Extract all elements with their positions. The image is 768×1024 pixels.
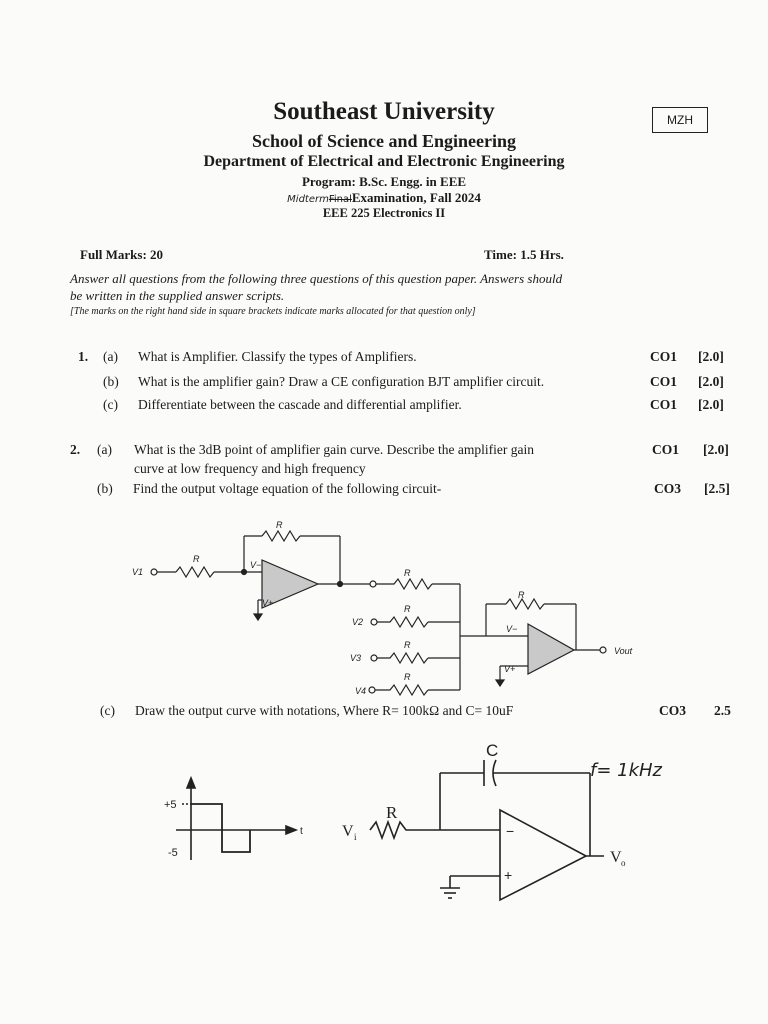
q2a-label: (a) — [97, 442, 112, 457]
q1a-co: CO1 — [650, 349, 677, 364]
university-name: Southeast University — [273, 98, 495, 125]
q1b-label: (b) — [103, 374, 119, 389]
label-v3: V3 — [350, 653, 362, 663]
label-v-plus-1: V+ — [262, 598, 274, 608]
label-vi-sub: i — [354, 832, 357, 842]
exam-title: Examination, Fall 2024 — [351, 190, 481, 205]
full-marks: Full Marks: 20 — [80, 247, 164, 262]
label-v1: V1 — [132, 567, 144, 577]
question-2-number: 2. — [70, 442, 81, 457]
q1b-text: What is the amplifier gain? Draw a CE configuration BJT amplifier circuit. — [138, 374, 545, 389]
q1c-co: CO1 — [650, 397, 677, 412]
q1c-label: (c) — [103, 397, 118, 412]
q1c-marks: [2.0] — [698, 397, 724, 412]
marks-note: [The marks on the right hand side in square brackets indicate marks allocated for that question only] — [70, 306, 476, 317]
label-plus: + — [504, 867, 513, 883]
label-v4: V4 — [355, 686, 367, 696]
q2c-label: (c) — [100, 703, 115, 718]
label-vout: Vout — [614, 646, 633, 656]
course-line: EEE 225 Electronics II — [322, 206, 446, 220]
label-r-c: R — [404, 640, 411, 650]
program-line: Program: B.Sc. Engg. in EEE — [301, 174, 467, 189]
exam-time: Time: 1.5 Hrs. — [484, 247, 564, 262]
q2a-text-line-2: curve at low frequency and high frequency — [134, 461, 366, 476]
label-c: C — [486, 741, 499, 760]
label-minus5: -5 — [168, 847, 178, 859]
q1a-label: (a) — [103, 349, 118, 364]
q2a-text-line-1: What is the 3dB point of amplifier gain curve. Describe the amplifier gain — [134, 442, 534, 457]
exam-struck-word: Final — [328, 194, 352, 205]
label-vi: V — [342, 823, 354, 840]
q2c-text: Draw the output curve with notations, Where R= 100kΩ and C= 10uF — [135, 703, 514, 718]
school-name: School of Science and Engineering — [251, 131, 516, 151]
label-v-minus-1: V− — [250, 560, 262, 570]
instruction-line-1: Answer all questions from the following three questions of this question paper. Answers should — [70, 271, 563, 286]
q1c-text: Differentiate between the cascade and differential amplifier. — [138, 397, 462, 412]
q2a-marks: [2.0] — [703, 442, 729, 457]
q2b-co: CO3 — [654, 481, 681, 496]
label-v-plus-2: V+ — [504, 664, 516, 674]
label-minus: − — [506, 823, 515, 839]
label-r-in: R — [193, 554, 200, 564]
q2c-marks: 2.5 — [714, 703, 731, 718]
label-r-b: R — [404, 604, 411, 614]
q2b-marks: [2.5] — [704, 481, 730, 496]
label-t: t — [300, 826, 303, 837]
q1a-marks: [2.0] — [698, 349, 724, 364]
label-r-a: R — [404, 568, 411, 578]
label-vo: V — [610, 849, 622, 866]
q1a-text: What is Amplifier. Classify the types of Amplifiers. — [138, 349, 417, 364]
label-r-feedback: R — [276, 520, 283, 530]
label-vo-sub: o — [621, 858, 626, 868]
department-name: Department of Electrical and Electronic Engineering — [203, 153, 565, 170]
q1b-marks: [2.0] — [698, 374, 724, 389]
q2a-co: CO1 — [652, 442, 679, 457]
q2c-co: CO3 — [659, 703, 686, 718]
question-1-number: 1. — [78, 349, 89, 364]
label-v2: V2 — [352, 617, 364, 627]
label-r-d: R — [404, 672, 411, 682]
q2b-label: (b) — [97, 481, 113, 496]
code-box: MZH — [652, 107, 708, 133]
exam-handwritten: Midterm — [287, 194, 329, 205]
label-frequency: f= 1kHz — [590, 760, 662, 781]
label-r-fb2: R — [518, 590, 525, 600]
label-r: R — [386, 803, 398, 822]
q1b-co: CO1 — [650, 374, 677, 389]
label-v-minus-2: V− — [506, 624, 518, 634]
label-plus5: +5 — [164, 799, 177, 811]
instruction-line-2: be written in the supplied answer scripts. — [70, 288, 285, 303]
q2b-text: Find the output voltage equation of the following circuit- — [133, 481, 442, 496]
